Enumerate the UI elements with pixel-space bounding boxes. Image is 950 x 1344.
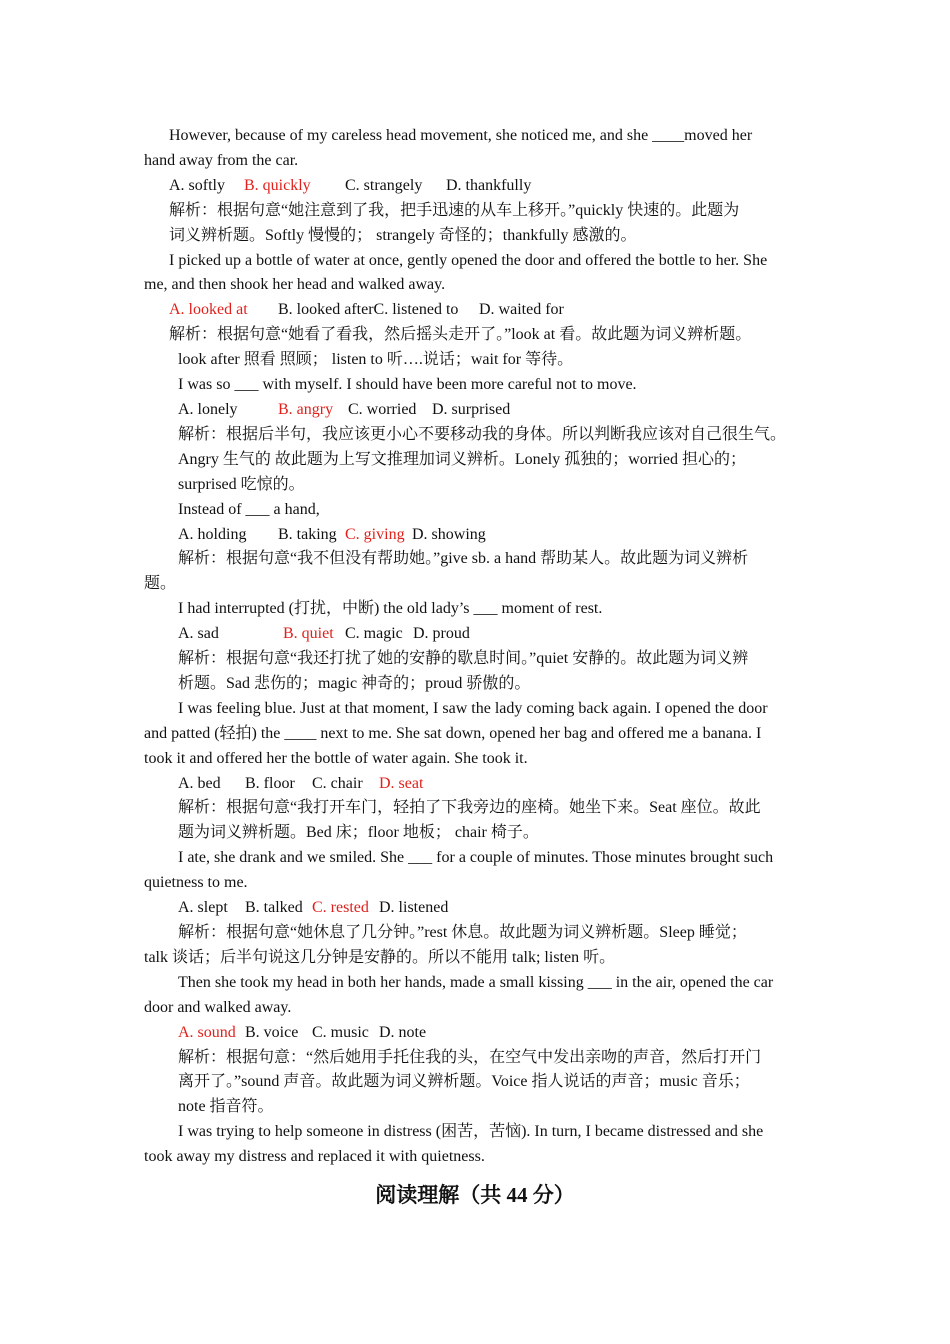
analysis-line: 解析：根据句意“她注意到了我，把手迅速的从车上移开。”quickly 快速的。此题为 xyxy=(169,201,740,219)
option-c-answer: C. rested xyxy=(312,899,369,917)
analysis-line: note 指音符。 xyxy=(178,1098,274,1116)
options-row xyxy=(144,523,808,548)
option-b: B. taking xyxy=(278,525,337,543)
passage-line: and patted (轻拍) the ____ next to me. She sat down, opened her bag and offered me a banana. I xyxy=(144,724,762,742)
option-a: A. sad xyxy=(178,625,219,643)
option-bc: B. looked afterC. listened to xyxy=(278,301,459,319)
options-row xyxy=(144,398,808,423)
passage-line: hand away from the car. xyxy=(144,151,299,169)
analysis-line: Angry 生气的 故此题为上写文推理加词义辨析。Lonely 孤独的；worried 担心的； xyxy=(178,450,746,468)
analysis-line: 解析：根据句意“我不但没有帮助她。”give sb. a hand 帮助某人。故此题为词义辨析 xyxy=(178,550,749,568)
passage-line: Instead of ___ a hand, xyxy=(178,500,320,518)
option-c: C. strangely xyxy=(345,176,423,194)
passage-line: I picked up a bottle of water at once, gently opened the door and offered the bottle to her. She xyxy=(169,251,768,269)
option-b: B. talked xyxy=(245,899,303,917)
passage-line: I ate, she drank and we smiled. She ___ for a couple of minutes. Those minutes brought such xyxy=(178,849,774,867)
option-b-answer: B. quiet xyxy=(283,625,334,643)
option-a: A. lonely xyxy=(178,400,238,418)
options-row xyxy=(144,298,808,323)
analysis-line: 题。 xyxy=(144,575,177,593)
passage-line: took it and offered her the bottle of water again. She took it. xyxy=(144,749,528,767)
options-row xyxy=(144,622,808,647)
option-c: C. chair xyxy=(312,774,363,792)
option-c: C. worried xyxy=(348,400,417,418)
analysis-line: 解析：根据后半句，我应该更小心不要移动我的身体。所以判断我应该对自己很生气。 xyxy=(178,425,787,443)
option-a-answer: A. sound xyxy=(178,1023,236,1041)
option-a: A. slept xyxy=(178,899,228,917)
option-b: B. floor xyxy=(245,774,295,792)
option-c: C. magic xyxy=(345,625,403,643)
analysis-line: 解析：根据句意：“然后她用手托住我的头，在空气中发出亲吻的声音，然后打开门 xyxy=(178,1048,762,1066)
options-row xyxy=(144,896,808,921)
passage-line: I was feeling blue. Just at that moment, I saw the lady coming back again. I opened the door xyxy=(178,699,768,717)
option-d: D. waited for xyxy=(479,301,564,319)
analysis-line: surprised 吃惊的。 xyxy=(178,475,305,493)
closing-line: I was trying to help someone in distress (困苦，苦恼). In turn, I became distressed and she xyxy=(178,1123,764,1141)
option-d: D. proud xyxy=(413,625,470,643)
options-row xyxy=(144,1021,808,1046)
option-b-answer: B. angry xyxy=(278,400,334,418)
option-c-answer: C. giving xyxy=(345,525,405,543)
passage-line: quietness to me. xyxy=(144,874,248,892)
analysis-line: 解析：根据句意“我还打扰了她的安静的歇息时间。”quiet 安静的。故此题为词义辨 xyxy=(178,650,749,668)
analysis-line: 解析：根据句意“我打开车门，轻拍了下我旁边的座椅。她坐下来。Seat 座位。故此 xyxy=(178,799,761,817)
option-d-answer: D. seat xyxy=(379,774,424,792)
options-row xyxy=(144,772,808,797)
option-b-answer: B. quickly xyxy=(244,176,311,194)
section-title: 阅读理解（共 44 分） xyxy=(375,1183,575,1207)
option-d: D. surprised xyxy=(432,400,511,418)
passage-line: Then she took my head in both her hands, made a small kissing ___ in the air, opened the car xyxy=(178,973,774,991)
analysis-line: 离开了。”sound 声音。故此题为词义辨析题。Voice 指人说话的声音；music 音乐； xyxy=(178,1073,750,1091)
analysis-line: 题为词义辨析题。Bed 床；floor 地板； chair 椅子。 xyxy=(178,824,539,842)
analysis-line: talk 谈话；后半句说这几分钟是安静的。所以不能用 talk; listen 听。 xyxy=(144,948,616,966)
analysis-line: 解析：根据句意“她看了看我，然后摇头走开了。”look at 看。故此题为词义辨析题。 xyxy=(169,326,752,344)
analysis-line: look after 照看 照顾； listen to 听….说话；wait for 等待。 xyxy=(178,351,574,369)
option-d: D. note xyxy=(379,1023,427,1041)
passage-line: I had interrupted (打扰，中断) the old lady’s ___ moment of rest. xyxy=(178,600,603,618)
option-a-answer: A. looked at xyxy=(169,301,248,319)
passage-line: me, and then shook her head and walked away. xyxy=(144,276,446,294)
passage-line: However, because of my careless head movement, she noticed me, and she ____moved her xyxy=(169,127,753,144)
option-a: A. bed xyxy=(178,774,221,792)
closing-line: took away my distress and replaced it with quietness. xyxy=(144,1148,485,1166)
analysis-line: 词义辨析题。Softly 慢慢的； strangely 奇怪的；thankfully 感激的。 xyxy=(169,226,637,244)
option-a: A. holding xyxy=(178,525,247,543)
passage-line: door and walked away. xyxy=(144,998,292,1016)
document-body xyxy=(144,124,808,1170)
option-c: C. music xyxy=(312,1023,369,1041)
options-row xyxy=(144,174,808,199)
analysis-line: 解析：根据句意“她休息了几分钟。”rest 休息。故此题为词义辨析题。Sleep 睡觉； xyxy=(178,924,747,941)
option-a: A. softly xyxy=(169,176,225,194)
option-b: B. voice xyxy=(245,1023,299,1041)
option-d: D. showing xyxy=(412,525,486,543)
analysis-line: 析题。Sad 悲伤的；magic 神奇的；proud 骄傲的。 xyxy=(178,674,531,692)
passage-line: I was so ___ with myself. I should have been more careful not to move. xyxy=(178,376,637,394)
option-d: D. thankfully xyxy=(446,176,532,194)
option-d: D. listened xyxy=(379,899,449,917)
